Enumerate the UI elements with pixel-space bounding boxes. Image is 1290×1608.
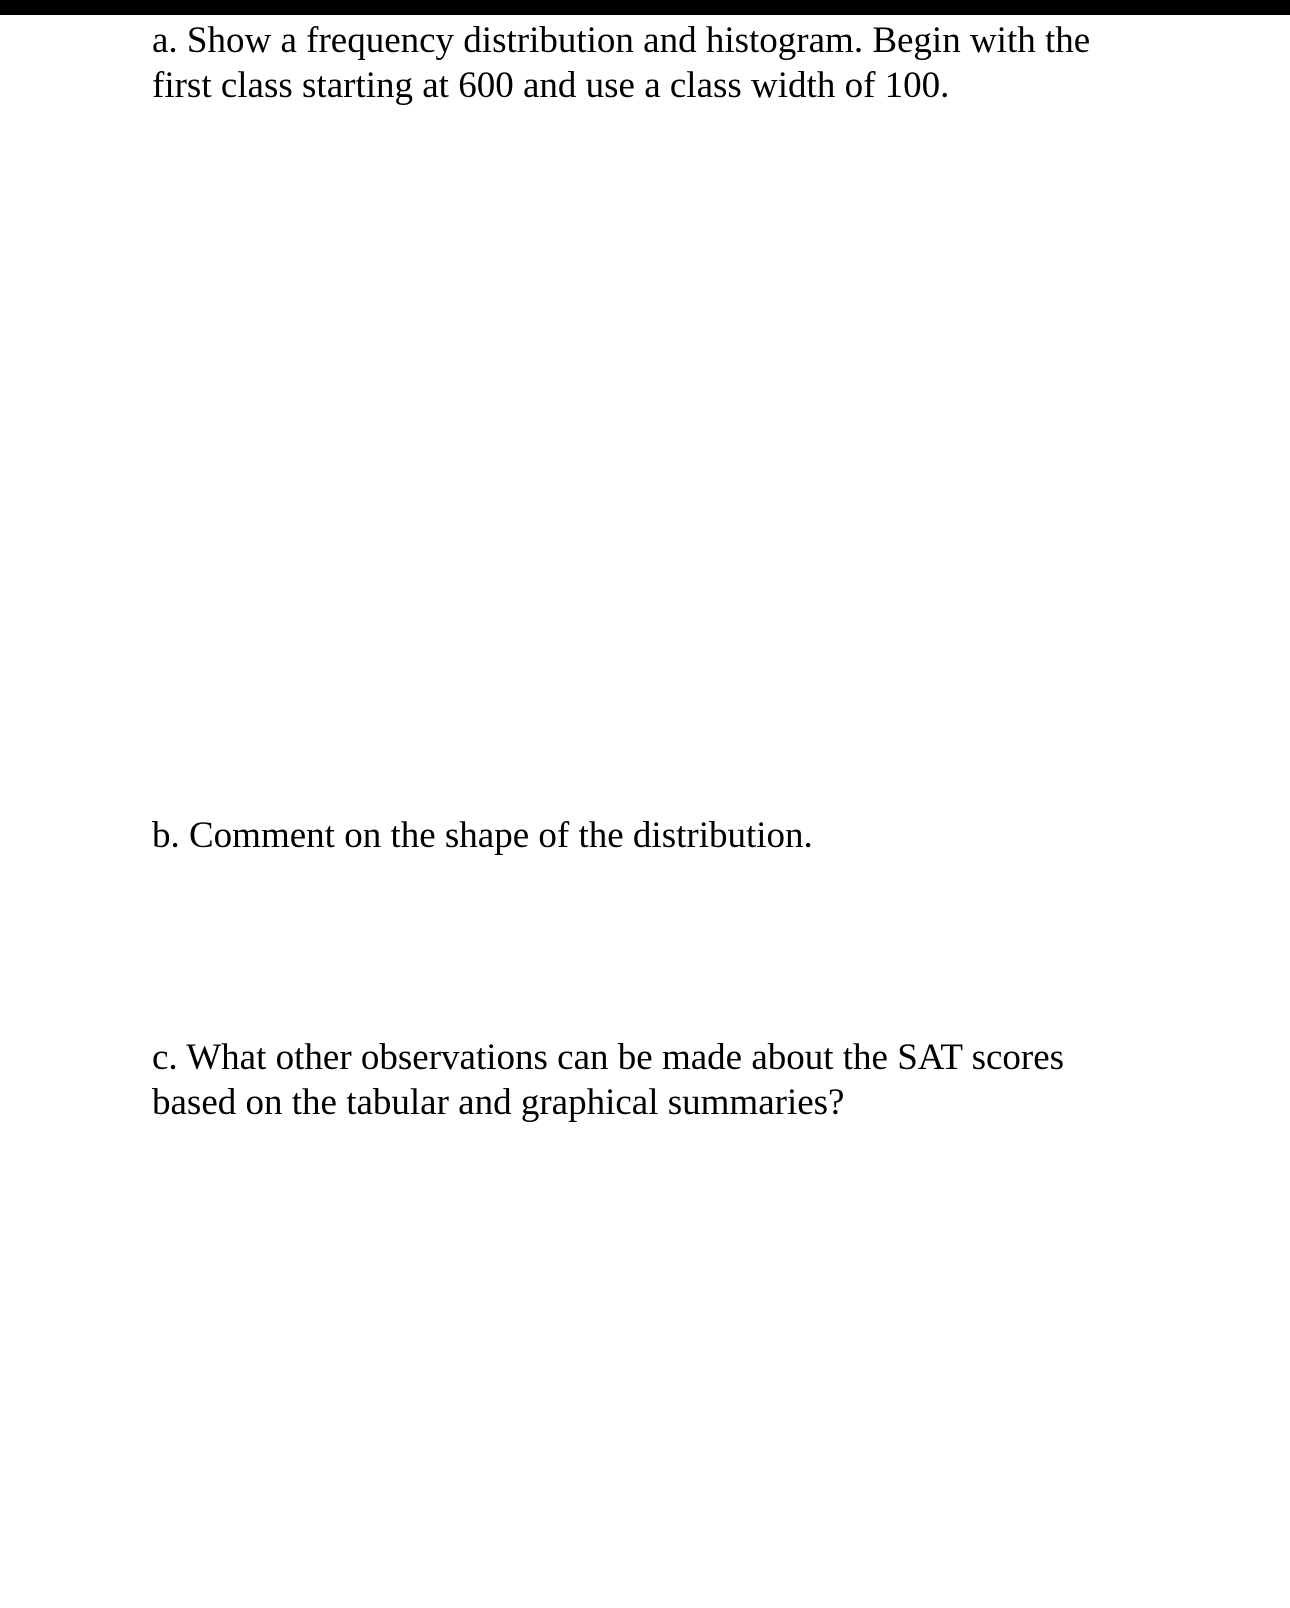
question-b-text: b. Comment on the shape of the distribution. [152,815,813,856]
question-c-text: c. What other observations can be made about the SAT scores based on the tabular and graphical summaries? [152,1037,1065,1123]
top-border-bar [0,0,1290,15]
question-a-text: a. Show a frequency distribution and histogram. Begin with the first class starting at 600 and use a class width of 100. [152,20,1091,106]
